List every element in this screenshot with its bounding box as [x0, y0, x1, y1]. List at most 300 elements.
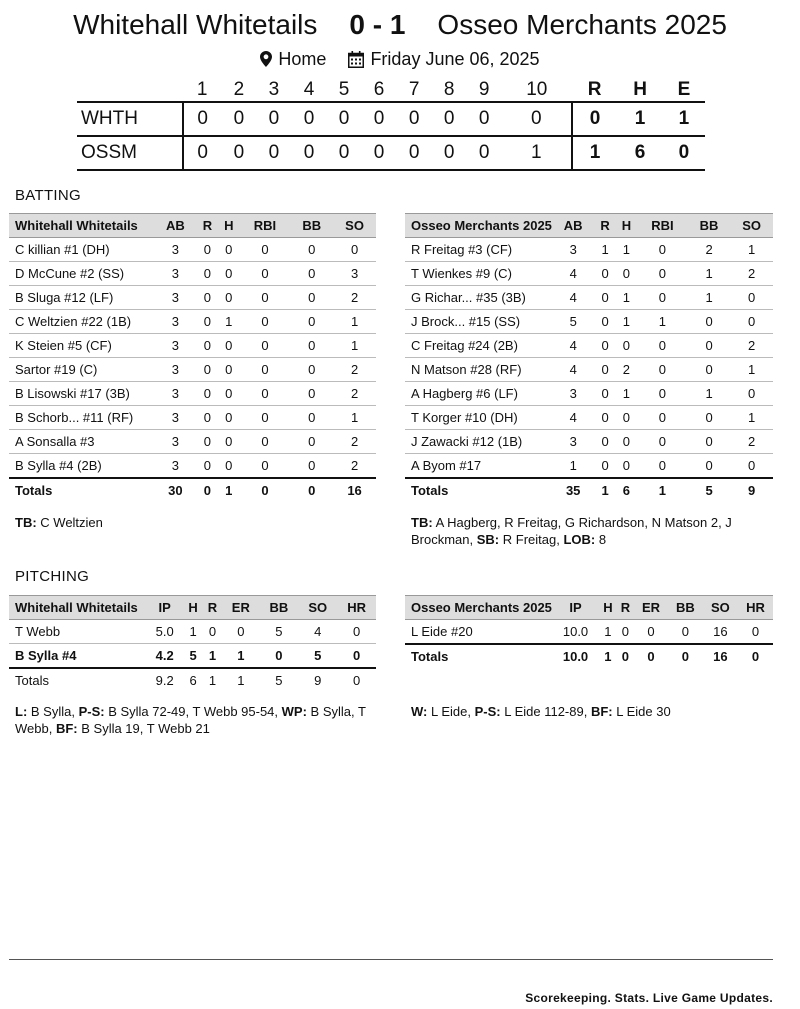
stat-cell: 1	[222, 644, 259, 668]
inning-score: 0	[327, 136, 362, 170]
game-score: 0 - 1	[349, 9, 406, 40]
inning-score: 0	[502, 102, 572, 136]
stat-cell: 3	[154, 286, 197, 310]
player-row	[9, 382, 376, 406]
stat-cell: 0	[616, 406, 637, 430]
stat-cell: 0	[239, 238, 290, 262]
inning-score: 0	[291, 102, 326, 136]
stat-cell: 0	[688, 310, 731, 334]
stat-cell: 4	[552, 334, 595, 358]
totals-label: Totals	[9, 478, 154, 502]
inning-header: 9	[478, 78, 490, 100]
player-name: K Steien #5 (CF)	[9, 334, 154, 358]
linescore-header	[77, 78, 705, 102]
stat-cell: 0	[594, 430, 615, 454]
er-header: ER	[222, 596, 259, 620]
stat-cell: 0	[290, 454, 333, 478]
note-text: 8	[595, 532, 607, 547]
stat-cell: 0	[730, 286, 773, 310]
note-label: BF:	[590, 704, 613, 719]
stat-cell: 0	[197, 238, 218, 262]
team-column-header: Whitehall Whitetails	[9, 214, 154, 238]
stat-cell: 0	[197, 406, 218, 430]
stat-cell: 0	[617, 620, 635, 644]
stat-cell: 0	[290, 358, 333, 382]
inning-score: 0	[397, 136, 432, 170]
inning-header: 5	[338, 78, 350, 100]
inning-score: 0	[256, 102, 291, 136]
player-row	[9, 286, 376, 310]
r-header: R	[203, 596, 222, 620]
stat-cell: 0	[218, 358, 239, 382]
stat-cell: 0	[688, 334, 731, 358]
stat-cell: 1	[616, 310, 637, 334]
stat-cell: 0	[218, 238, 239, 262]
player-row	[9, 358, 376, 382]
note-label: L:	[15, 704, 28, 719]
stat-cell: 0	[637, 382, 688, 406]
game-title	[0, 4, 800, 46]
stat-cell: 10.0	[552, 644, 599, 668]
batting-totals-row	[9, 478, 376, 502]
stat-cell: 9	[730, 478, 773, 502]
stat-cell: 2	[333, 358, 376, 382]
stat-cell: 0	[290, 262, 333, 286]
date	[348, 49, 539, 70]
stat-cell: 4	[552, 286, 595, 310]
h-header: H	[218, 214, 239, 238]
stat-cell: 16	[703, 620, 738, 644]
stat-cell: 0	[197, 286, 218, 310]
stat-cell: 0	[637, 358, 688, 382]
note-label: TB:	[411, 515, 433, 530]
linescore-team-header	[77, 78, 183, 102]
note-text: B Sylla, T Webb,	[15, 704, 366, 736]
er-header: ER	[634, 596, 668, 620]
stat-cell: 0	[290, 478, 333, 502]
hits-header: H	[633, 78, 647, 100]
stat-cell: 0	[218, 262, 239, 286]
stat-cell: 2	[333, 430, 376, 454]
pitcher-name: L Eide #20	[405, 620, 552, 644]
stat-cell: 4	[298, 620, 337, 644]
calendar-icon	[348, 51, 364, 68]
stat-cell: 1	[333, 406, 376, 430]
stat-cell: 0	[290, 334, 333, 358]
batting-header-row	[9, 214, 376, 238]
stat-cell: 5	[260, 620, 299, 644]
stat-cell: 0	[260, 644, 299, 668]
stat-cell: 0	[290, 406, 333, 430]
stat-cell: 0	[218, 286, 239, 310]
player-row	[9, 430, 376, 454]
stat-cell: 2	[333, 382, 376, 406]
rbi-header: RBI	[637, 214, 688, 238]
stat-cell: 4	[552, 406, 595, 430]
hr-header: HR	[337, 596, 376, 620]
stat-cell: 16	[333, 478, 376, 502]
stat-cell: 0	[218, 334, 239, 358]
stat-cell: 0	[594, 382, 615, 406]
inning-header: 6	[373, 78, 385, 100]
stat-cell: 0	[352, 672, 361, 688]
inning-header: 10	[526, 78, 548, 100]
location-label: Home	[278, 48, 327, 69]
player-name: B Sluga #12 (LF)	[9, 286, 154, 310]
inning-header: 4	[303, 78, 315, 100]
bb-header: BB	[260, 596, 299, 620]
stat-cell: 1	[552, 454, 595, 478]
stat-cell: 9	[314, 672, 322, 688]
player-row	[405, 262, 773, 286]
stat-cell: 0	[730, 382, 773, 406]
stat-cell: 0	[616, 262, 637, 286]
note-label: TB:	[15, 515, 37, 530]
player-row	[405, 238, 773, 262]
runs-header: R	[587, 78, 602, 100]
stat-cell: 3	[154, 310, 197, 334]
stat-cell: 0	[239, 430, 290, 454]
pitching-totals-row	[405, 644, 773, 668]
stat-cell: 2	[333, 286, 376, 310]
stat-cell: 0	[197, 382, 218, 406]
stat-cell: 0	[616, 334, 637, 358]
inning-score: 0	[397, 102, 432, 136]
r-header: R	[197, 214, 218, 238]
stat-cell: 1	[616, 382, 637, 406]
stat-cell: 0	[637, 454, 688, 478]
batting-header-row	[405, 214, 773, 238]
player-row	[405, 382, 773, 406]
player-row	[405, 310, 773, 334]
stat-cell: 5	[688, 478, 731, 502]
stat-cell: 16	[703, 644, 738, 668]
stat-cell: 2	[688, 238, 731, 262]
note-text: L Eide 112-89,	[500, 704, 591, 719]
player-name: J Zawacki #12 (1B)	[405, 430, 552, 454]
pitching-section-title: PITCHING	[15, 568, 90, 585]
stat-cell: 0	[239, 334, 290, 358]
player-name: G Richar... #35 (3B)	[405, 286, 552, 310]
batting-section-title: BATTING	[15, 187, 81, 204]
stat-cell: 0	[337, 620, 376, 644]
stat-cell: 0	[197, 262, 218, 286]
errors-total: 0	[663, 136, 705, 170]
stat-cell: 0	[637, 430, 688, 454]
stat-cell: 1	[637, 478, 688, 502]
note-text: C Weltzien	[36, 515, 103, 530]
stat-cell: 0	[239, 358, 290, 382]
stat-cell: 3	[333, 262, 376, 286]
pitcher-row	[9, 644, 376, 668]
home-pitching-table	[405, 595, 773, 668]
stat-cell: 0	[290, 382, 333, 406]
stat-cell: 1	[594, 478, 615, 502]
inning-score: 0	[256, 136, 291, 170]
stat-cell: 0	[594, 286, 615, 310]
player-row	[405, 454, 773, 478]
player-row	[405, 334, 773, 358]
stat-cell: 0	[239, 286, 290, 310]
hits-total: 6	[617, 136, 663, 170]
errors-header: E	[677, 78, 691, 100]
player-row	[405, 358, 773, 382]
stat-cell: 1	[730, 238, 773, 262]
stat-cell: 0	[637, 238, 688, 262]
stat-cell: 1	[218, 478, 239, 502]
footer-divider	[9, 959, 773, 960]
stat-cell: 0	[634, 644, 668, 668]
stat-cell: 3	[154, 382, 197, 406]
stat-cell: 0	[239, 478, 290, 502]
inning-score: 0	[432, 102, 467, 136]
stat-cell: 0	[738, 644, 773, 668]
stat-cell: 0	[239, 406, 290, 430]
player-name: N Matson #28 (RF)	[405, 358, 552, 382]
hr-header: HR	[738, 596, 773, 620]
stat-cell: 1	[599, 620, 617, 644]
batting-totals-row	[405, 478, 773, 502]
stat-cell: 2	[730, 262, 773, 286]
away-batting-notes	[15, 514, 375, 531]
inning-score: 0	[221, 136, 256, 170]
stat-cell: 1	[237, 672, 245, 688]
note-text: L Eide 30	[612, 704, 671, 719]
stat-cell: 1	[616, 238, 637, 262]
stat-cell: 0	[668, 620, 703, 644]
stat-cell: 10.0	[552, 620, 599, 644]
stat-cell: 0	[637, 406, 688, 430]
linescore-row-away	[77, 102, 705, 136]
note-text: A Hagberg, R Freitag, G Richardson, N Matson 2, J Brockman,	[411, 515, 732, 547]
player-name: R Freitag #3 (CF)	[405, 238, 552, 262]
totals-label: Totals	[405, 644, 552, 668]
stat-cell: 1	[333, 334, 376, 358]
stat-cell: 2	[333, 454, 376, 478]
stat-cell: 1	[730, 358, 773, 382]
stat-cell: 1	[688, 262, 731, 286]
pitcher-name: T Webb	[9, 620, 146, 644]
h-header: H	[599, 596, 617, 620]
inning-header: 3	[268, 78, 280, 100]
bb-header: BB	[290, 214, 333, 238]
stat-cell: 0	[197, 454, 218, 478]
stat-cell: 0	[337, 644, 376, 668]
stat-cell: 0	[637, 262, 688, 286]
stat-cell: 2	[730, 334, 773, 358]
note-text: B Sylla 19, T Webb 21	[77, 721, 210, 736]
stat-cell: 0	[197, 478, 218, 502]
note-label: WP:	[281, 704, 307, 719]
stat-cell: 0	[197, 430, 218, 454]
stat-cell: 0	[290, 286, 333, 310]
stat-cell: 0	[290, 310, 333, 334]
stat-cell: 0	[634, 620, 668, 644]
stat-cell: 1	[688, 382, 731, 406]
pitcher-row	[405, 620, 773, 644]
stat-cell: 3	[154, 406, 197, 430]
inning-score: 1	[502, 136, 572, 170]
stat-cell: 0	[218, 406, 239, 430]
inning-header: 2	[233, 78, 245, 100]
stat-cell: 1	[203, 644, 222, 668]
stat-cell: 1	[688, 286, 731, 310]
h-header: H	[183, 596, 202, 620]
team-column-header: Osseo Merchants 2025	[405, 214, 552, 238]
stat-cell: 2	[730, 430, 773, 454]
away-pitching-table	[9, 595, 376, 692]
ip-header: IP	[146, 596, 183, 620]
note-label: BF:	[55, 721, 78, 736]
errors-total: 1	[663, 102, 705, 136]
stat-cell: 0	[203, 620, 222, 644]
inning-score: 0	[432, 136, 467, 170]
inning-score: 0	[467, 102, 502, 136]
stat-cell: 4	[552, 358, 595, 382]
stat-cell: 3	[552, 382, 595, 406]
stat-cell: 0	[594, 310, 615, 334]
stat-cell: 1	[637, 310, 688, 334]
footer-tagline: Scorekeeping. Stats. Live Game Updates.	[525, 991, 773, 1005]
note-label: P-S:	[474, 704, 501, 719]
location	[260, 49, 326, 70]
stat-cell: 3	[154, 358, 197, 382]
stat-cell: 6	[616, 478, 637, 502]
stat-cell: 5	[275, 672, 283, 688]
stat-cell: 1	[730, 406, 773, 430]
map-pin-icon	[260, 51, 272, 67]
player-name: Sartor #19 (C)	[9, 358, 154, 382]
stat-cell: 0	[637, 334, 688, 358]
inning-header: 8	[443, 78, 455, 100]
note-label: LOB:	[563, 532, 596, 547]
stat-cell: 5	[552, 310, 595, 334]
team-column-header: Osseo Merchants 2025	[405, 596, 552, 620]
stat-cell: 0	[668, 644, 703, 668]
stat-cell: 0	[290, 430, 333, 454]
runs-total: 1	[572, 136, 618, 170]
stat-cell: 3	[154, 262, 197, 286]
player-name: T Korger #10 (DH)	[405, 406, 552, 430]
stat-cell: 0	[594, 406, 615, 430]
player-name: J Brock... #15 (SS)	[405, 310, 552, 334]
stat-cell: 0	[688, 454, 731, 478]
player-name: C killian #1 (DH)	[9, 238, 154, 262]
note-label: P-S:	[78, 704, 105, 719]
stat-cell: 5.0	[146, 620, 183, 644]
player-row	[405, 286, 773, 310]
player-row	[9, 310, 376, 334]
stat-cell: 4	[552, 262, 595, 286]
inning-score: 0	[221, 102, 256, 136]
stat-cell: 3	[552, 430, 595, 454]
stat-cell: 0	[290, 238, 333, 262]
linescore-team: OSSM	[77, 136, 183, 170]
stat-cell: 0	[616, 430, 637, 454]
stat-cell: 0	[738, 620, 773, 644]
stat-cell: 0	[239, 454, 290, 478]
inning-score: 0	[327, 102, 362, 136]
stat-cell: 0	[594, 358, 615, 382]
so-header: SO	[333, 214, 376, 238]
stat-cell: 0	[688, 430, 731, 454]
team-column-header: Whitehall Whitetails	[9, 596, 146, 620]
stat-cell: 0	[616, 454, 637, 478]
bb-header: BB	[668, 596, 703, 620]
player-row	[9, 238, 376, 262]
totals-label: Totals	[405, 478, 552, 502]
stat-cell: 0	[688, 406, 731, 430]
ab-header: AB	[552, 214, 595, 238]
note-text: L Eide,	[427, 704, 475, 719]
stat-cell: 0	[594, 334, 615, 358]
stat-cell: 0	[730, 310, 773, 334]
linescore-row-home	[77, 136, 705, 170]
stat-cell: 0	[239, 262, 290, 286]
inning-score: 0	[362, 136, 397, 170]
home-batting-notes	[411, 514, 781, 548]
inning-score: 0	[467, 136, 502, 170]
player-row	[9, 262, 376, 286]
stat-cell: 0	[730, 454, 773, 478]
stat-cell: 0	[218, 430, 239, 454]
stat-cell: 30	[154, 478, 197, 502]
player-name: T Wienkes #9 (C)	[405, 262, 552, 286]
player-name: A Byom #17	[405, 454, 552, 478]
player-row	[405, 406, 773, 430]
stat-cell: 3	[154, 430, 197, 454]
inning-score: 0	[291, 136, 326, 170]
player-row	[9, 406, 376, 430]
inning-score: 0	[183, 136, 221, 170]
stat-cell: 0	[239, 310, 290, 334]
home-team-name: Osseo Merchants 2025	[437, 9, 727, 40]
away-batting-table	[9, 213, 376, 502]
so-header: SO	[298, 596, 337, 620]
stat-cell: 0	[333, 238, 376, 262]
stat-cell: 3	[154, 454, 197, 478]
stat-cell: 5	[298, 644, 337, 668]
stat-cell: 1	[183, 620, 202, 644]
note-text: R Freitag,	[499, 532, 564, 547]
note-text: B Sylla,	[27, 704, 79, 719]
stat-cell: 0	[218, 382, 239, 406]
player-name: C Freitag #24 (2B)	[405, 334, 552, 358]
inning-header: 7	[408, 78, 420, 100]
stat-cell: 3	[154, 334, 197, 358]
stat-cell: 0	[218, 454, 239, 478]
inning-score: 0	[183, 102, 221, 136]
stat-cell: 0	[222, 620, 259, 644]
note-text: B Sylla 72-49, T Webb 95-54,	[104, 704, 282, 719]
stat-cell: 0	[197, 334, 218, 358]
player-name: A Sonsalla #3	[9, 430, 154, 454]
pitcher-row	[9, 620, 376, 644]
stat-cell: 1	[333, 310, 376, 334]
r-header: R	[594, 214, 615, 238]
stat-cell: 1	[616, 286, 637, 310]
stat-cell: 6	[189, 672, 197, 688]
runs-total: 0	[572, 102, 618, 136]
stat-cell: 0	[197, 310, 218, 334]
date-label: Friday June 06, 2025	[370, 48, 540, 69]
stat-cell: 1	[599, 644, 617, 668]
stat-cell: 2	[616, 358, 637, 382]
stat-cell: 0	[637, 286, 688, 310]
ab-header: AB	[154, 214, 197, 238]
player-name: D McCune #2 (SS)	[9, 262, 154, 286]
note-label: SB:	[476, 532, 500, 547]
